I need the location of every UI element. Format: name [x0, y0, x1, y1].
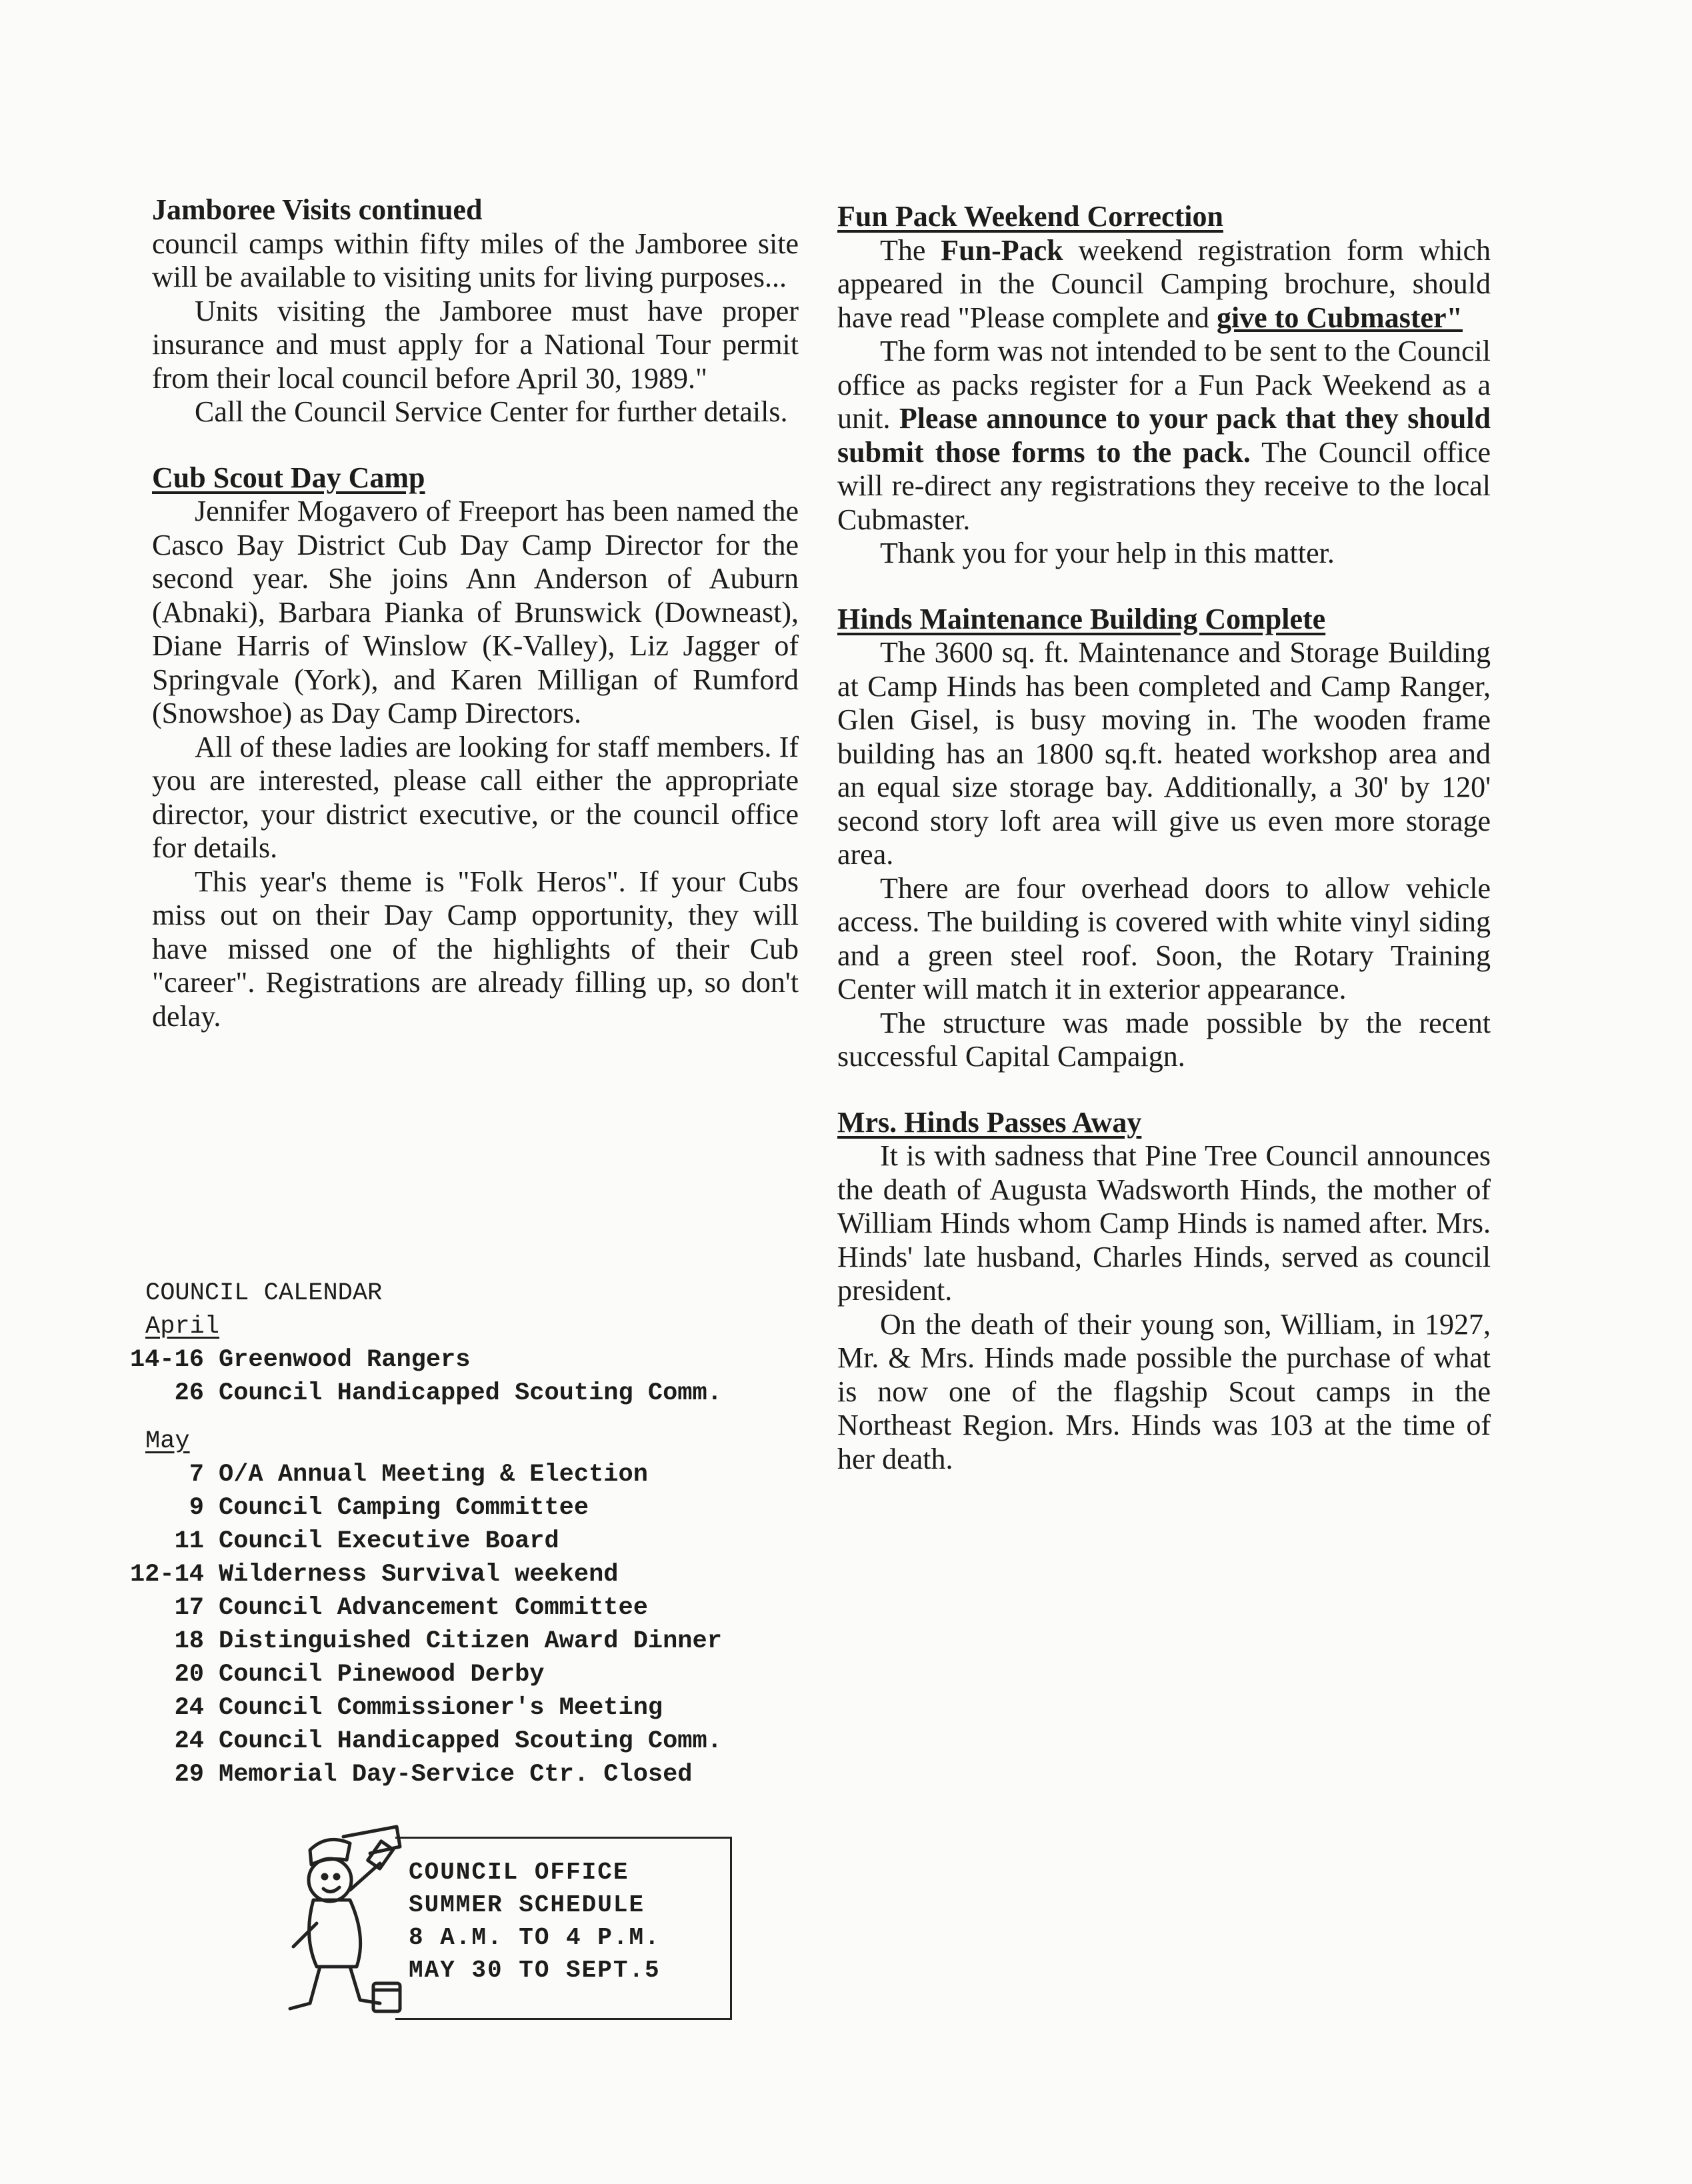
calendar-month-april: April: [145, 1313, 220, 1341]
calendar-event-date: 9: [189, 1494, 204, 1522]
mrs-hinds-heading: Mrs. Hinds Passes Away: [837, 1105, 1142, 1139]
calendar-event-row: [119, 1458, 805, 1491]
calendar-event-date: 26: [174, 1379, 204, 1407]
calendar-event-date: 24: [174, 1694, 204, 1722]
calendar-event-date: 11: [174, 1527, 204, 1555]
painter-cartoon-icon: [263, 1823, 417, 2023]
council-calendar: [119, 1277, 805, 1791]
calendar-event-name: Council Executive Board: [219, 1527, 559, 1555]
summer-schedule-notice: [395, 1837, 732, 2020]
cub-camp-paragraph-3: This year's theme is "Folk Heros". If your Cubs miss out on their Day Camp opportunity, they will have missed one of the highlights of their Cub "career". Registrations are already filling up, so don't delay.: [152, 865, 799, 1033]
calendar-event-row: [119, 1691, 805, 1725]
calendar-event-date: 17: [174, 1594, 204, 1622]
calendar-event-date: 12-14: [129, 1561, 204, 1589]
notice-line-2: SUMMER SCHEDULE: [409, 1891, 645, 1919]
calendar-event-row: [119, 1658, 805, 1691]
jamboree-paragraph-3: Call the Council Service Center for further details.: [195, 395, 788, 428]
hinds-building-paragraph-3: The structure was made possible by the recent successful Capital Campaign.: [837, 1006, 1491, 1073]
calendar-event-row: [119, 1377, 805, 1410]
jamboree-paragraph-2: Units visiting the Jamboree must have proper insurance and must apply for a National Tour permit from their local council before April 30, 1989.": [152, 294, 799, 395]
calendar-event-date: 14-16: [129, 1346, 204, 1374]
calendar-event-row: [119, 1343, 805, 1377]
calendar-event-name: Council Camping Committee: [219, 1494, 589, 1522]
mrs-hinds-paragraph-1: It is with sadness that Pine Tree Council announces the death of Augusta Wadsworth Hinds, the mother of William Hinds whom Camp Hinds is named after. Mrs. Hinds' late husband, Charles Hinds, served as council president.: [837, 1139, 1491, 1307]
calendar-event-date: 7: [189, 1461, 204, 1489]
funpack-paragraph-2: The form was not intended to be sent to the Council office as packs register for a Fun Pack Weekend as a unit. Please announce to your pack that they should submit those forms to the pack. The Council office will re-direct any registrations they receive to the local Cubmaster.: [837, 335, 1491, 536]
calendar-event-row: [119, 1525, 805, 1558]
hinds-building-heading: Hinds Maintenance Building Complete: [837, 602, 1326, 635]
calendar-event-name: Council Pinewood Derby: [219, 1661, 545, 1689]
calendar-event-row: [119, 1558, 805, 1591]
calendar-event-date: 20: [174, 1661, 204, 1689]
calendar-event-name: Council Commissioner's Meeting: [219, 1694, 663, 1722]
calendar-event-name: Memorial Day-Service Ctr. Closed: [219, 1761, 693, 1789]
notice-line-1: COUNCIL OFFICE: [409, 1859, 629, 1886]
calendar-event-name: Greenwood Rangers: [219, 1346, 471, 1374]
calendar-title: COUNCIL CALENDAR: [145, 1279, 383, 1307]
mrs-hinds-paragraph-2: On the death of their young son, William, in 1927, Mr. & Mrs. Hinds made possible the purchase of what is now one of the flagship Scout camps in the Northeast Region. Mrs. Hinds was 103 at the time of her death.: [837, 1307, 1491, 1475]
cub-camp-paragraph-1: Jennifer Mogavero of Freeport has been named the Casco Bay District Cub Day Camp Director for the second year. She joins Ann Anderson of Auburn (Abnaki), Barbara Pianka of Brunswick (Downeast), Diane Harris of Winslow (K-Valley), Liz Jagger of Springvale (York), and Karen Milligan of Rumford (Snowshoe) as Day Camp Directors.: [152, 495, 799, 729]
calendar-event-name: Council Handicapped Scouting Comm.: [219, 1727, 722, 1755]
calendar-event-row: [119, 1625, 805, 1658]
calendar-event-row: [119, 1758, 805, 1791]
calendar-event-date: 18: [174, 1627, 204, 1655]
notice-line-3: 8 A.M. TO 4 P.M.: [409, 1924, 661, 1951]
funpack-paragraph-1: The Fun-Pack weekend registration form which appeared in the Council Camping brochure, should have read "Please complete and give to Cubmaster": [837, 233, 1491, 334]
funpack-paragraph-3: Thank you for your help in this matter.: [880, 537, 1335, 569]
april-events: [119, 1343, 805, 1410]
calendar-event-row: [119, 1725, 805, 1758]
cub-camp-paragraph-2: All of these ladies are looking for staff members. If you are interested, please call either the appropriate director, your district executive, or the council office for details.: [152, 730, 799, 864]
calendar-event-date: 24: [174, 1727, 204, 1755]
jamboree-paragraph-1: council camps within fifty miles of the Jamboree site will be available to visiting units for living purposes...: [152, 227, 799, 293]
calendar-event-name: Council Handicapped Scouting Comm.: [219, 1379, 722, 1407]
right-column: [837, 200, 1491, 1476]
calendar-event-row: [119, 1591, 805, 1625]
calendar-month-may: May: [145, 1427, 190, 1455]
hinds-building-paragraph-2: There are four overhead doors to allow vehicle access. The building is covered with white vinyl siding and a green steel roof. Soon, the Rotary Training Center will match it in exterior appearance.: [837, 871, 1491, 1005]
hinds-building-paragraph-1: The 3600 sq. ft. Maintenance and Storage Building at Camp Hinds has been completed and Camp Ranger, Glen Gisel, is busy moving in. The wooden frame building has an 1800 sq.ft. heated workshop area and an equal size storage bay. Additionally, a 30' by 120' second story loft area will give us even more storage area.: [837, 636, 1491, 871]
funpack-heading: Fun Pack Weekend Correction: [837, 200, 1223, 233]
left-column: [152, 193, 799, 1033]
calendar-event-name: Council Advancement Committee: [219, 1594, 648, 1622]
calendar-event-name: O/A Annual Meeting & Election: [219, 1461, 648, 1489]
calendar-event-name: Wilderness Survival weekend: [219, 1561, 619, 1589]
calendar-event-row: [119, 1491, 805, 1525]
calendar-event-date: 29: [174, 1761, 204, 1789]
calendar-event-name: Distinguished Citizen Award Dinner: [219, 1627, 722, 1655]
cub-camp-heading: Cub Scout Day Camp: [152, 461, 425, 494]
jamboree-heading: Jamboree Visits continued: [152, 193, 483, 226]
notice-line-4: MAY 30 TO SEPT.5: [409, 1957, 661, 1984]
may-events: [119, 1458, 805, 1791]
